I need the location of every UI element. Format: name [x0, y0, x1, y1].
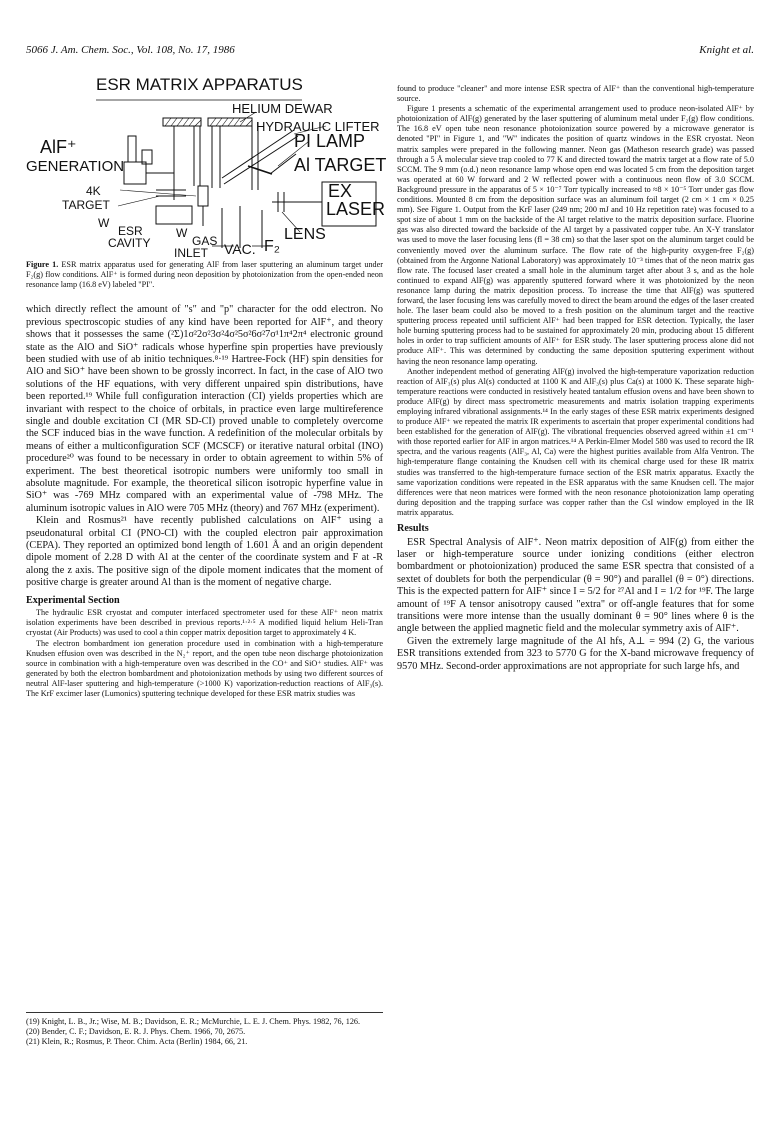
label-laser: LASER	[326, 199, 386, 219]
matrix-target	[198, 186, 208, 206]
paragraph: The hydraulic ESR cryostat and computer interfaced spectrometer used for these AlF⁺ neon matrix isolation experiments have been described in previous reports.¹·²·⁵ A modified liquid helium Heli-Tran cryostat (Air Products) was used to cool a thin copper matrix deposition target to approximately 4 K.	[26, 608, 383, 638]
label-cavity: CAVITY	[108, 236, 151, 250]
paragraph: which directly reflect the amount of "s" and "p" character for the odd electron. No previous spectroscopic studies of any kind have been reported for AlF⁺, and theory shows that it possesses the same (²Σ)1σ²2σ²3σ²4σ²5σ²6σ²7σ¹1π⁴2π⁴ electronic ground state as the AlO and SiO⁺ radicals whose hyperfine spin properties have previously been studied with use of ab initio techniques.⁸·¹⁹ Hartree-Fock (HF) spin densities for AlO and SiO⁺ have been shown to be grossly incorrect. In fact, in the case of AlO two solutions of the HF equations, with very different unpaired spin distributions, have been reported.¹⁹ While full configuration interaction (CI) yields properties which are invariant with respect to the choice of orbitals, in practice even large multireference single and double excitation CI (MR SD-CI) proved unable to completely overcome the SCF induced bias in the wave function. A redefinition of the molecular orbitals by means of either a multiconfiguration SCF (MCSCF) or iterative natural orbital (INO) procedure²⁰ was found to be necessary in order to obtain agreement to within 5% of experiment. The best theoretical isotropic numbers were uniformly too small in absolute magnitude. For example, the theoretical silicon isotropic hyperfine value in SiO⁺ was -769 MHz compared with an experimental value of -798 MHz. The aluminum isotropic values in AlO were 705 MHz (theory) and 767 MHz (experiment).	[26, 304, 383, 514]
authors-short: Knight et al.	[699, 44, 754, 56]
label-vac: VAC.	[224, 241, 256, 257]
label-pi-lamp: PI LAMP	[294, 131, 366, 151]
label-target: TARGET	[62, 198, 110, 212]
running-head	[26, 44, 754, 60]
results-body	[397, 537, 754, 673]
paragraph: The electron bombardment ion generation procedure used in combination with a high-temperature Knudsen effusion oven was described in the N₂⁺ report, and the open tube neon discharge photoionization source in combination with a high-temperature oven was described in the CO⁺ and SiO⁺ studies. AlF⁺ was generated by both the electron bombardment and photoionization methods by using two different sources of neutral AlF-laser sputtering and high-temperature (>1000 K) vaporization-reduction reactions of AlF₃(s). The KrF excimer laser (Lumonics) sputtering technique developed for these ESR matrix studies was	[26, 638, 383, 698]
label-f2: F₂	[264, 238, 280, 255]
figure-caption-text: ESR matrix apparatus used for generating AlF from laser sputtering an aluminum target under F₂(g) flow conditions. AlF⁺ is formed during neon deposition by photoionization from the open-ended neon resonance lamp (16.8 eV) labeled "PI".	[26, 260, 384, 290]
label-lens: LENS	[284, 226, 326, 243]
left-body	[26, 304, 383, 589]
label-inlet: INLET	[174, 246, 209, 260]
paragraph: found to produce "cleaner" and more intense ESR spectra of AlF⁺ than the conventional high-temperature source.	[397, 84, 754, 104]
experimental-body	[26, 608, 383, 699]
figure-1	[26, 75, 387, 260]
label-gas: GAS	[192, 234, 218, 248]
esr-cavity	[156, 206, 192, 224]
footnote-references	[26, 1012, 383, 1047]
label-alf-plus: AlF⁺	[40, 137, 77, 157]
label-4k: 4K	[86, 184, 101, 198]
paragraph: Given the extremely large magnitude of the Al hfs, A⊥ = 994 (2) G, the various ESR transitions extended from 323 to 5770 G for the X-band microwave frequency of 9570 MHz. Second-order approximations are not appropriate for such large hfs, and	[397, 635, 754, 672]
paragraph: Another independent method of generating AlF(g) involved the high-temperature vaporization reduction reaction of AlF₃(s) plus Al(s) conducted at 1100 K and AlF₃(s) plus Ca(s) at 1000 K. These separate high-temperature reactions were conducted in resistively heated tantalum effusion ovens and have been shown to produce AlF(g) by direct mass spectrometric measurements and matrix isolation trapping experiments employing infrared vibrational assignments.¹⁴ In the early stages of these ESR matrix experiments designed to produce AlF⁺ we repeated the matrix IR experiments to ascertain that proper experimental conditions had been established for the generation of AlF(g). The vibrational frequencies observed agreed within ±1 cm⁻¹ with those reported earlier for AlF in argon matrices.¹⁴ A Perkin-Elmer Model 580 was used to record the IR spectra, and the various reagents (AlF₃, Al, Ca) were the highest purities available from Alfa Ventron. The high-temperature flange containing the Knudsen cell with its chemical charge used for these IR matrix studies was transferred to the high-temperature furnace section of the ESR matrix apparatus. Exactly the same vaporization conditions were repeated in the ESR apparatus with the same Knudsen cell. The major differences were that neon matrices were formed with the neon resonance photoionization lamp operating during deposition and the trapping surface was copper rather than the CsI window employed in the IR matrix apparatus.	[397, 366, 754, 517]
label-window-w: W	[98, 216, 110, 230]
paragraph: ESR Spectral Analysis of AlF⁺. Neon matrix deposition of AlF(g) from either the laser or high-temperature source under ionizing conditions (either electron bombardment or photoionization) produced the same ESR spectra that consisted of a sextet of doublets for both the perpendicular (θ = 90°) and parallel (θ = 0°) directions. This is the expected pattern for AlF⁺ since I = 5/2 for ²⁷Al and I = 1/2 for ¹⁹F. The large amount of ¹⁹F A tensor anisotropy caused "extra" or off-angle features that for some transitions were more intense than the usually dominant θ = 90° lines where θ is the angle between the applied magnetic field and the molecular symmetry axis of AlF⁺.	[397, 536, 754, 635]
journal-citation: 5066 J. Am. Chem. Soc., Vol. 108, No. 17, 1986	[26, 44, 235, 56]
label-ex: EX	[328, 181, 353, 201]
left-column	[26, 75, 387, 699]
label-generation: GENERATION	[26, 158, 125, 175]
right-column	[397, 84, 754, 673]
generation-oven	[124, 162, 146, 184]
label-helium-dewar: HELIUM DEWAR	[232, 101, 333, 116]
section-heading-experimental: Experimental Section	[26, 594, 120, 606]
reference-21: (21) Klein, R.; Rosmus, P. Theor. Chim. Acta (Berlin) 1984, 66, 21.	[26, 1037, 248, 1047]
reference-19: (19) Knight, L. B., Jr.; Wise, M. B.; Davidson, E. R.; McMurchie, L. E. J. Chem. Phys. 1982, 76, 126.	[26, 1017, 361, 1026]
section-heading-results: Results	[397, 523, 429, 535]
label-al-target: Al TARGET	[294, 155, 387, 175]
label-w-gas: W	[176, 226, 188, 240]
reference-20: (20) Bender, C. F.; Davidson, E. R. J. Phys. Chem. 1966, 70, 2675.	[26, 1027, 246, 1037]
paragraph: Klein and Rosmus²¹ have recently published calculations on AlF⁺ using a pseudonatural orbital CI (PNO-CI) with the coupled electron pair approximation (CEPA). They reported an optimized bond length of 1.601 Å and an origin dependent dipole moment of 2.28 D with Al at the center of the coordinate system and F at -R along the z axis. The positive sign of the dipole moment indicates that the moment of positive charge is greater around Al than is the moment of negative charge.	[26, 515, 383, 589]
figure-title: ESR MATRIX APPARATUS	[96, 75, 303, 94]
paragraph: Figure 1 presents a schematic of the experimental arrangement used to produce neon-isolated AlF⁺ by photoionization of AlF(g) generated by the laser sputtering of aluminum metal under F₂(g) flow conditions. The 16.8 eV open tube neon resonance photoionization source powered by a microwave generator is denoted "PI" in Figure 1, and "W" indicates the position of quartz windows in the ESR cryostat. Neon matrix samples were prepared in the following manner. Neon gas (Matheson research grade) was passed through a 5 Å molecular sieve trap cooled to 77 K and directed toward the matrix target at a flow rate of 5.0 SCCM. The 9 mm (o.d.) neon resonance lamp whose open end was located 5 cm from the deposition target was operated at 60 W forward and 2 W reflected power with a continuous neon flow of 3.0 SCCM. Background pressure in the apparatus of 5 × 10⁻⁷ Torr typically increased to ≈8 × 10⁻⁵ Torr under gas flow conditions. Mounted 8 cm from the deposition surface was an aluminum foil target (2 cm × 1 cm × 0.25 mm). See Figure 1. Output from the KrF laser (249 nm; 200 mJ and 10 Hz repetition rate) was focused to a spot size of about 1 mm on the backside of the Al target relative to the matrix deposition surface. Fluorine gas was also directed toward the backside of the Al target by a passivated copper tube. An X-Y translator was used to move the laser focusing lens (fl = 38 cm) so that the laser spot on the aluminum target could be conveniently moved over the aluminum surface. The flow rate of the high-purity oxygen-free F₂(g) (obtained from the Argonne National Laboratory) was approximately 10⁻³ times that of the neon matrix gas flow rate. The focused laser created a small hole in the aluminum target after about 3 s, and as the hole continued to expand AlF(g) was apparently sputtered forward where it was photoionized by the neon resonance lamp during the matrix deposition process. To increase the time that AlF(g) was sputtered forward, the laser focusing lens was carefully moved to direct the beam around the edges of the laser created hole. The laser beam could also be moved to a fresh position on the aluminum target and the reactive sputtering process repeated until sufficient AlF⁺ had been trapped for ESR detection. Typically, the laser hole burning sputtering process had to be sustained for approximately 20 min, producing about 15 different holes in order to trap sufficient amounts of AlF⁺ for ESR study. The laser sputtering process alone did not produce AlF⁺. This was determined by conducting the same deposition sputtering experiment without having the neon resonance lamp operating.	[397, 104, 754, 366]
label-hydraulic-lifter: HYDRAULIC LIFTER	[256, 119, 380, 134]
figure-caption	[26, 260, 383, 290]
figure-caption-label: Figure 1.	[26, 260, 59, 269]
right-body	[397, 84, 754, 518]
label-esr: ESR	[118, 224, 143, 238]
